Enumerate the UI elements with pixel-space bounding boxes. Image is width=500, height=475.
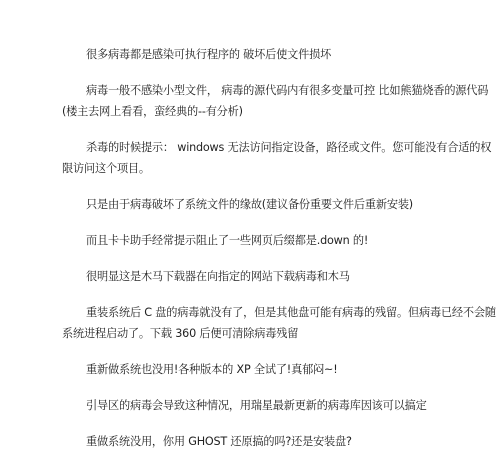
paragraph-2 bbox=[62, 80, 494, 122]
paragraph-8 bbox=[62, 359, 494, 380]
paragraph-line: 系统进程启动了。下载 360 后便可清除病毒残留 bbox=[62, 327, 299, 340]
paragraph-line: 而且卡卡助手经常提示阻止了一些网页后缀都是.down 的! bbox=[86, 234, 369, 247]
paragraph-line: 很多病毒都是感染可执行程序的 破坏后使文件损坏 bbox=[86, 48, 332, 61]
paragraph-7 bbox=[62, 302, 494, 344]
paragraph-line: 引导区的病毒会导致这种情况，用瑞星最新更新的病毒库因该可以搞定 bbox=[86, 399, 427, 412]
paragraph-line: 限访问这个项目。 bbox=[62, 162, 150, 175]
paragraph-line: 只是由于病毒破坏了系统文件的缘故(建议备份重要文件后重新安装) bbox=[86, 198, 413, 211]
paragraph-line: 杀毒的时候提示： windows 无法访问指定设备，路径或文件。您可能没有合适的权 bbox=[86, 141, 492, 154]
paragraph-line: 重做系统没用，你用 GHOST 还原搞的吗?还是安装盘? bbox=[86, 435, 352, 448]
paragraph-line: 很明显这是木马下载器在向指定的网站下载病毒和木马 bbox=[86, 270, 350, 283]
paragraph-3 bbox=[62, 137, 494, 179]
paragraph-line: 重新做系统也没用!各种版本的 XP 全试了!真郁闷~! bbox=[86, 363, 338, 376]
paragraph-1 bbox=[62, 44, 494, 65]
paragraph-9 bbox=[62, 395, 494, 416]
paragraph-5 bbox=[62, 230, 494, 251]
paragraph-line: 病毒一般不感染小型文件， 病毒的源代码内有很多变量可控 比如熊猫烧香的源代码 bbox=[86, 84, 489, 97]
paragraph-line: (楼主去网上看看，蛮经典的--有分析) bbox=[62, 105, 243, 118]
paragraph-6 bbox=[62, 266, 494, 287]
paragraph-line: 重装系统后 C 盘的病毒就没有了，但是其他盘可能有病毒的残留。但病毒已经不会随 bbox=[86, 306, 496, 319]
paragraph-10 bbox=[62, 431, 494, 452]
paragraph-4 bbox=[62, 194, 494, 215]
